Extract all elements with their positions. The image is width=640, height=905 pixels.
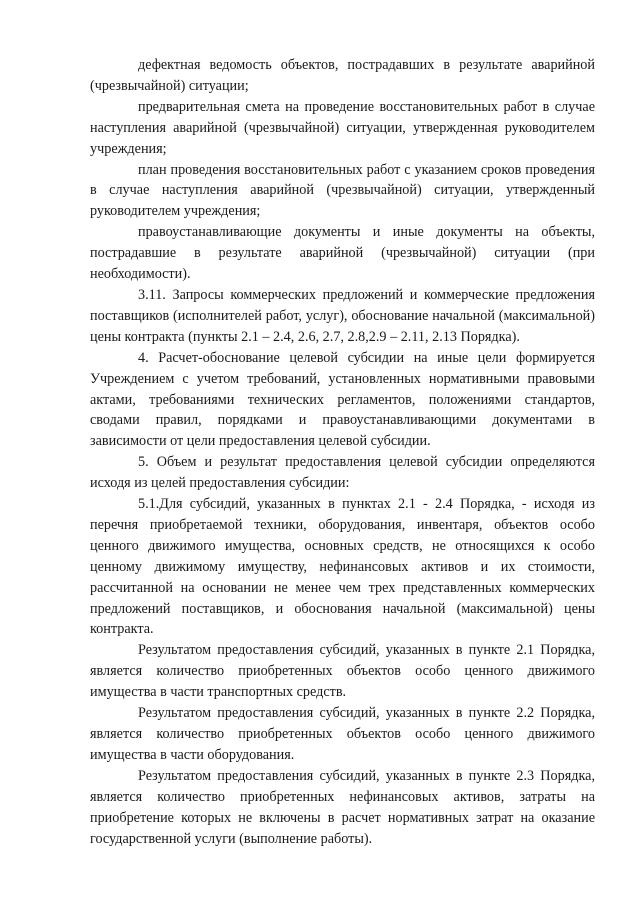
- paragraph-result-2-2: Результатом предоставления субсидий, указанных в пункте 2.2 Порядка, является количество приобретенных объектов особо ценного движимого имущества в части оборудования.: [90, 705, 595, 763]
- paragraph-result-2-3: Результатом предоставления субсидий, указанных в пункте 2.3 Порядка, является количество приобретенных нефинансовых активов, затраты на приобретение которых не включены в расчет нормативных затрат на оказание государственной услуги (выполнение работы).: [90, 767, 595, 847]
- paragraph-5: 5. Объем и результат предоставления целевой субсидии определяются исходя из целей предоставления субсидии:: [90, 454, 595, 492]
- paragraph-preliminary-estimate: предварительная смета на проведение восстановительных работ в случае наступления аварийной (чрезвычайной) ситуации, утвержденная руководителем учреждения;: [90, 98, 595, 157]
- document-body: [90, 55, 595, 849]
- paragraph-4: 4. Расчет-обоснование целевой субсидии на иные цели формируется Учреждением с учетом требований, установленных нормативными правовыми актами, требованиями технических регламентов, положениями стандартов, сводами правил, порядками и правоустанавливающими документами в зависимости от цели предоставления целевой субсидии.: [90, 349, 595, 450]
- paragraph-5-1: 5.1.Для субсидий, указанных в пунктах 2.1 - 2.4 Порядка, - исходя из перечня приобретаемой техники, оборудования, инвентаря, объектов особо ценного движимого имущества, основных средств, не относящихся к особо ценному движимому имуществу, нефинансовых активов и их стоимости, рассчитанной на основании не менее чем трех представленных коммерческих предложений поставщиков, и обоснования начальной (максимальной) цены контракта.: [90, 496, 595, 638]
- paragraph-title-documents: правоустанавливающие документы и иные документы на объекты, пострадавшие в результате аварийной (чрезвычайной) ситуации (при необходимости).: [90, 224, 595, 283]
- paragraph-3-11: 3.11. Запросы коммерческих предложений и коммерческие предложения поставщиков (исполнителей работ, услуг), обоснование начальной (максимальной) цены контракта (пункты 2.1 – 2.4, 2.6, 2.7, 2.8,2.9 – 2.11, 2.13 Порядка).: [90, 286, 595, 345]
- paragraph-result-2-1: Результатом предоставления субсидий, указанных в пункте 2.1 Порядка, является количество приобретенных объектов особо ценного движимого имущества в части транспортных средств.: [90, 642, 595, 701]
- paragraph-restoration-plan: план проведения восстановительных работ с указанием сроков проведения в случае наступления аварийной (чрезвычайной) ситуации, утвержденный руководителем учреждения;: [90, 161, 595, 220]
- paragraph-defect-statement: дефектная ведомость объектов, пострадавших в результате аварийной (чрезвычайной) ситуации;: [90, 57, 595, 94]
